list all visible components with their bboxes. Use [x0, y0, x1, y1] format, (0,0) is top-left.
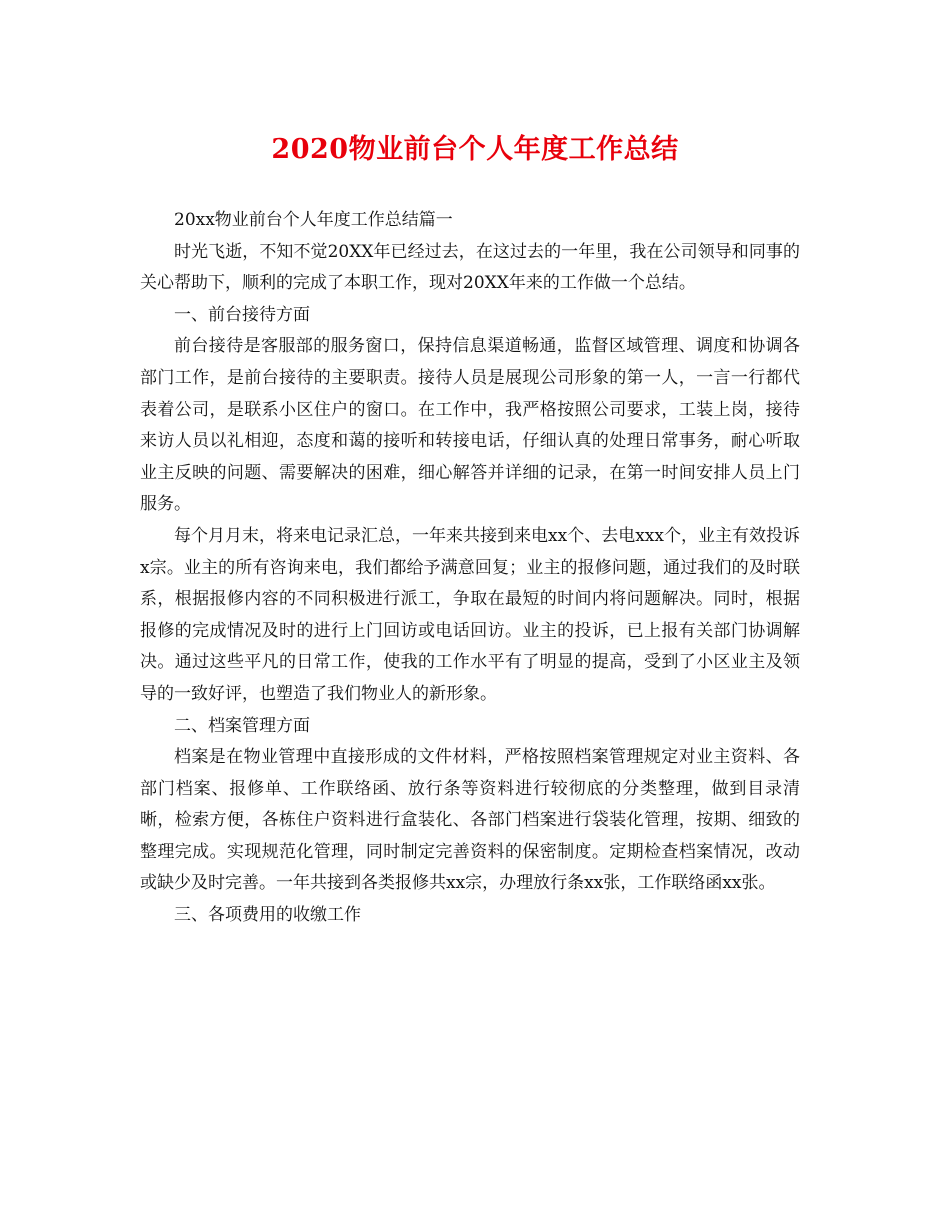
section-heading-archives: 二、档案管理方面	[174, 715, 310, 736]
section-heading-fees: 三、各项费用的收缴工作	[174, 905, 361, 926]
reception-paragraph: 前台接待是客服部的服务窗口，保持信息渠道畅通，监督区域管理、调度和协调各部门工作，是前台接待的主要职责。接待人员是展现公司形象的第一人，一言一行都代表着公司，是联系小区住户的窗口。在工作中，我严格按照公司要求，工装上岗，接待来访人员以礼相迎，态度和蔼的接听和转接电话，仔细认真的处理日常事务，耐心听取业主反映的问题、需要解决的困难，细心解答并详细的记录，在第一时间安排人员上门服务。	[140, 336, 800, 515]
intro-paragraph: 时光飞逝，不知不觉20XX年已经过去，在这过去的一年里，我在公司领导和同事的关心帮助下，顺利的完成了本职工作，现对20XX年来的工作做一个总结。	[140, 241, 800, 294]
document-title: 2020物业前台个人年度工作总结	[271, 134, 679, 165]
section-heading-reception: 一、前台接待方面	[174, 304, 310, 325]
archives-paragraph: 档案是在物业管理中直接形成的文件材料，严格按照档案管理规定对业主资料、各部门档案、报修单、工作联络函、放行条等资料进行较彻底的分类整理，做到目录清晰，检索方便，各栋住户资料进行盒装化、各部门档案进行袋装化管理，按期、细致的整理完成。实现规范化管理，同时制定完善资料的保密制度。定期检查档案情况，改动或缺少及时完善。一年共接到各类报修共xx宗，办理放行条xx张，工作联络函xx张。	[140, 747, 800, 894]
document-body	[140, 205, 800, 932]
monthly-summary-paragraph: 每个月月末，将来电记录汇总，一年来共接到来电xx个、去电xxx个，业主有效投诉x宗。业主的所有咨询来电，我们都给予满意回复；业主的报修问题，通过我们的及时联系，根据报修内容的不同积极进行派工，争取在最短的时间内将问题解决。同时，根据报修的完成情况及时的进行上门回访或电话回访。业主的投诉，已上报有关部门协调解决。通过这些平凡的日常工作，使我的工作水平有了明显的提高，受到了小区业主及领导的一致好评，也塑造了我们物业人的新形象。	[140, 525, 800, 704]
section-heading-article: 20xx物业前台个人年度工作总结篇一	[174, 210, 453, 230]
